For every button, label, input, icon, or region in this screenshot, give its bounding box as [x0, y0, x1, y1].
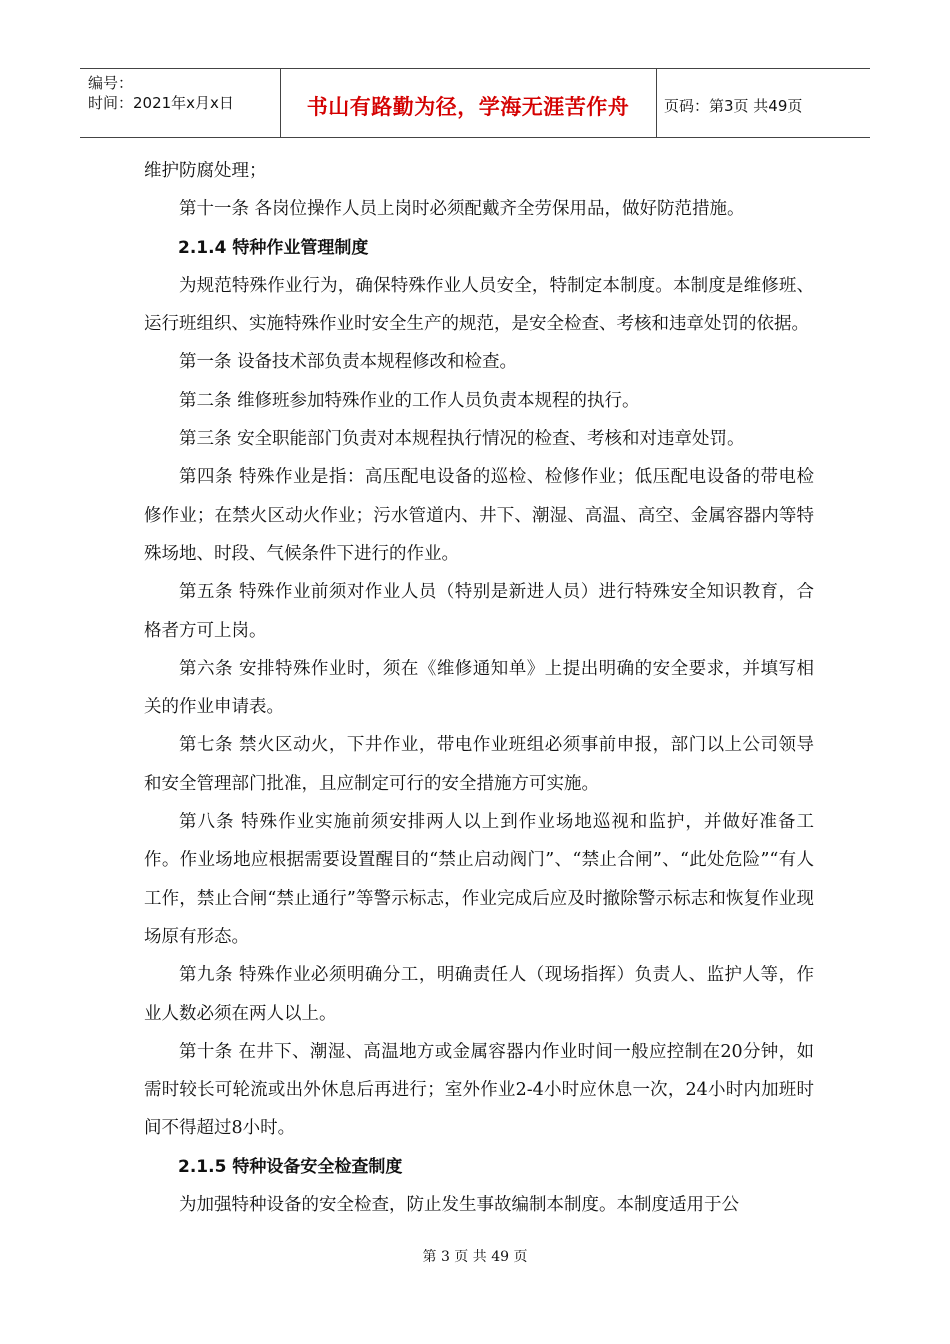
header-meta: [88, 73, 234, 113]
document-number-label: 编号：: [88, 74, 134, 92]
paragraph: 维护防腐处理；: [144, 161, 267, 181]
section-heading: 2.1.4 特种作业管理制度: [178, 237, 369, 258]
document-date-label: 时间：2021年x月x日: [88, 94, 234, 112]
page-footer: 第 3 页 共 49 页: [422, 1249, 528, 1265]
paragraph: 为规范特殊作业行为，确保特殊作业人员安全，特制定本制度。本制度是维修班、运行班组织、实施特殊作业时安全生产的规范，是安全检查、考核和违章处罚的依据。: [144, 275, 814, 335]
page-header: [80, 68, 870, 138]
paragraph: 第七条 禁火区动火，下井作业，带电作业班组必须事前申报，部门以上公司领导和安全管理部门批准，且应制定可行的安全措施方可实施。: [144, 735, 814, 794]
paragraph: 第二条 维修班参加特殊作业的工作人员负责本规程的执行。: [179, 390, 640, 411]
paragraph: 第十条 在井下、潮湿、高温地方或金属容器内作业时间一般应控制在20分钟，如需时较长可轮流或出外休息后再进行；室外作业2-4小时应休息一次，24小时内加班时间不得超过8小时。: [144, 1041, 814, 1139]
paragraph: 第六条 安排特殊作业时，须在《维修通知单》上提出明确的安全要求，并填写相关的作业申请表。: [144, 658, 814, 718]
paragraph: 第五条 特殊作业前须对作业人员（特别是新进人员）进行特殊安全知识教育，合格者方可上岗。: [144, 582, 814, 641]
paragraph: 第三条 安全职能部门负责对本规程执行情况的检查、考核和对违章处罚。: [179, 429, 745, 450]
header-divider: [656, 69, 657, 137]
document-body: [144, 152, 814, 1224]
paragraph: 第八条 特殊作业实施前须安排两人以上到作业场地巡视和监护，并做好准备工作。作业场地应根据需要设置醒目的“禁止启动阀门”、“禁止合闸”、“此处危险”“有人工作，禁止合闸“禁止通行”等警示标志，作业完成后应及时撤除警示标志和恢复作业现场原有形态。: [144, 812, 814, 947]
paragraph: 第四条 特殊作业是指：高压配电设备的巡检、检修作业；低压配电设备的带电检修作业；在禁火区动火作业；污水管道内、井下、潮湿、高温、高空、金属容器内等特殊场地、时段、气候条件下进行的作业。: [144, 467, 814, 564]
paragraph: 第九条 特殊作业必须明确分工，明确责任人（现场指挥）负责人、监护人等，作业人数必须在两人以上。: [144, 965, 814, 1024]
paragraph: 第一条 设备技术部负责本规程修改和检查。: [179, 352, 518, 373]
paragraph: 第十一条 各岗位操作人员上岗时必须配戴齐全劳保用品，做好防范措施。: [179, 199, 745, 220]
header-motto: 书山有路勤为径，学海无涯苦作舟: [306, 95, 630, 119]
header-page-number: 页码：第3页 共49页: [664, 97, 803, 115]
paragraph: 为加强特种设备的安全检查，防止发生事故编制本制度。本制度适用于公: [179, 1195, 739, 1216]
section-heading: 2.1.5 特种设备安全检查制度: [178, 1156, 403, 1177]
